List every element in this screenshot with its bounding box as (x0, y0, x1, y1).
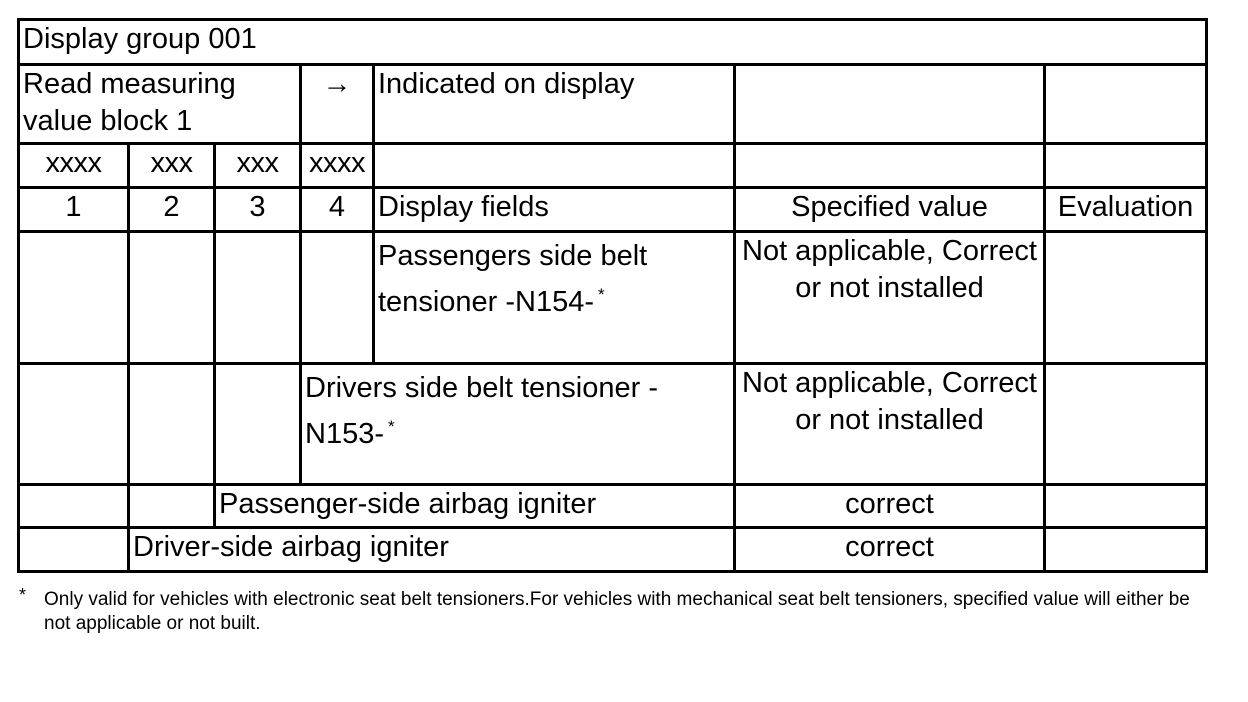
footnote (19, 585, 1199, 636)
empty-cell (735, 144, 1045, 188)
field-label: Passengers side belt tensioner -N154- (378, 240, 648, 318)
empty-cell (19, 528, 129, 572)
empty-cell (19, 364, 129, 485)
display-field-cell (301, 364, 735, 485)
evaluation-cell (1045, 364, 1207, 485)
evaluation-cell (1045, 528, 1207, 572)
empty-cell (129, 232, 215, 364)
specified-value-header: Specified value (735, 188, 1045, 232)
placeholder-1: xxxx (19, 144, 129, 188)
placeholder-4: xxxx (301, 144, 374, 188)
footnote-text: Only valid for vehicles with electronic seat belt tensioners.For vehicles with mechanical seat belt tensioners, specified value will either be not applicable or not built. (44, 589, 1190, 634)
specified-value-cell: correct (735, 528, 1045, 572)
empty-cell (215, 232, 301, 364)
display-field-cell: Driver-side airbag igniter (129, 528, 735, 572)
table-row (19, 364, 1207, 485)
indicated-on-display-label: Indicated on display (374, 65, 735, 144)
empty-cell (735, 65, 1045, 144)
field-number-3: 3 (215, 188, 301, 232)
field-number-4: 4 (301, 188, 374, 232)
empty-cell (19, 485, 129, 528)
specified-value-cell: correct (735, 485, 1045, 528)
display-field-cell: Passenger-side airbag igniter (215, 485, 735, 528)
footnote-marker: * (19, 585, 27, 605)
footnote-marker: * (598, 285, 605, 305)
empty-cell (19, 232, 129, 364)
specified-value-cell: Not applicable, Correct or not installed (735, 364, 1045, 485)
display-field-cell (374, 232, 735, 364)
read-measuring-label: Read measuring value block 1 (19, 65, 301, 144)
evaluation-header: Evaluation (1045, 188, 1207, 232)
footnote-marker: * (388, 417, 395, 437)
field-number-1: 1 (19, 188, 129, 232)
empty-cell (301, 232, 374, 364)
placeholder-3: xxx (215, 144, 301, 188)
empty-cell (129, 364, 215, 485)
display-group-title: Display group 001 (19, 20, 1207, 65)
empty-cell (374, 144, 735, 188)
table-row (19, 528, 1207, 572)
placeholder-2: xxx (129, 144, 215, 188)
field-number-2: 2 (129, 188, 215, 232)
evaluation-cell (1045, 232, 1207, 364)
arrow-icon: → (301, 65, 374, 144)
empty-cell (129, 485, 215, 528)
empty-cell (1045, 65, 1207, 144)
table-row (19, 232, 1207, 364)
evaluation-cell (1045, 485, 1207, 528)
display-fields-header: Display fields (374, 188, 735, 232)
display-group-table (17, 18, 1208, 573)
empty-cell (1045, 144, 1207, 188)
table-row (19, 485, 1207, 528)
field-label: Drivers side belt tensioner -N153- (305, 372, 658, 450)
specified-value-cell: Not applicable, Correct or not installed (735, 232, 1045, 364)
empty-cell (215, 364, 301, 485)
